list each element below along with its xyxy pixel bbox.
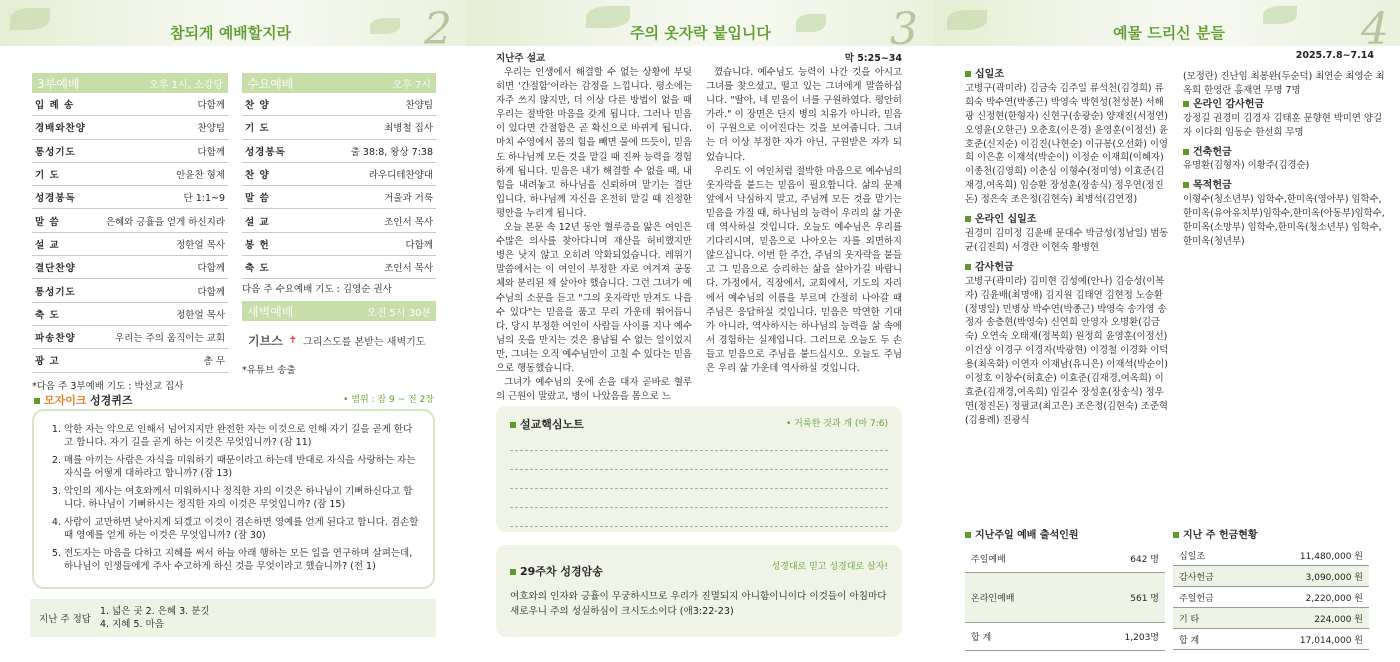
page-2 <box>0 0 466 662</box>
page-3 <box>466 0 933 662</box>
square-icon <box>965 532 971 538</box>
order-value: 조인서 목사 <box>384 216 433 228</box>
order-item: 파송찬양 <box>35 333 76 345</box>
order-value: 찬양팀 <box>405 100 433 112</box>
order-value: 우리는 주의 움직이는 교회 <box>114 333 225 345</box>
order-value: 은혜와 긍휼을 얻게 하신지라 <box>105 216 225 228</box>
square-icon <box>965 216 971 222</box>
sermon-header: 지난주 설교 막 5:25~34 <box>496 53 902 64</box>
order-value: 안윤찬 형제 <box>176 170 225 182</box>
page-number: 4 <box>1361 4 1389 55</box>
order-value: 조인서 목사 <box>384 263 433 275</box>
table-label: 감사헌금 <box>1179 572 1214 583</box>
offering-list-left <box>965 68 1171 428</box>
order-row <box>32 186 228 209</box>
square-icon <box>34 398 40 404</box>
offering-list-right: (모정란) 진난임 최봉완(두순덕) 최연순 최영순 최옥희 한영란 홍재연 무명 7명 온라인 감사헌금 강정길 권경미 김경자 김태훈 문향현 박미연 양길자 이다희 임동순 한선희 무명 건축헌금 유명환(김형자) 이황주(김경순) 목적헌금 이형수(청소년부) 임학수,한미옥(영아부) 임학수,한미옥(유아유치부)임학수,한미옥(아동부)임학수,한미옥(소망부) 임학수,한미옥(청소년부) 임학수,한미옥(청년부) <box>1183 70 1389 249</box>
table-row <box>965 573 1165 623</box>
order-row <box>242 186 436 209</box>
quiz-question: 4. 사람이 교만하면 낮아지게 되겠고 이것이 겸손하면 영예를 얻게 된다고 합니다. 겸손할 때 영예를 얻게 하는 이것은 무엇입니까? (잠 30) <box>64 516 419 542</box>
order-value: 다함께 <box>197 100 225 112</box>
order-value: 정한얼 목사 <box>176 239 225 251</box>
order-row <box>32 256 228 279</box>
table-label: 주일예배 <box>971 555 1006 565</box>
offering-category <box>1183 179 1389 193</box>
worship-3rd-note: *다음 주 3부예배 기도 : 박선교 집사 <box>32 380 184 392</box>
dawn-slogan: 그리스도를 본받는 새벽기도 <box>303 336 426 348</box>
cross-icon: ✝ <box>288 334 298 346</box>
square-icon <box>1173 532 1179 538</box>
order-value: 단 1:1~9 <box>183 193 225 205</box>
order-item: 통성기도 <box>35 146 76 158</box>
order-item: 말 씀 <box>35 216 60 228</box>
memory-verse: 여호와의 인자와 긍휼이 무궁하시므로 우리가 진멸되지 아니함이니이다 이것들이 아침마다 새로우니 주의 성실하심이 크시도소이다 (애3:22-23) <box>510 591 887 617</box>
table-row <box>1173 566 1369 587</box>
order-value: 다함께 <box>197 146 225 158</box>
page-title: 예물 드리신 분들 <box>1113 24 1225 42</box>
order-row <box>242 256 436 279</box>
dawn-header: 새벽예배 오전 5시 30분 <box>242 301 436 321</box>
square-icon <box>965 264 971 270</box>
table-value: 3,090,000 원 <box>1305 572 1363 583</box>
order-item: 기 도 <box>35 170 60 182</box>
offering-category-title: 온라인 감사헌금 <box>1193 98 1265 110</box>
order-row <box>32 349 228 372</box>
sermon-paragraph: 우리는 인생에서 해결할 수 없는 상황에 부딪히면 '간절함'이라는 감정을 느낍니다. 평소에는 자주 쓰지 않지만, 더 이상 다른 방법이 없을 때 우리는 절박한 마음을 갖게 됩니다. 그러나 믿음이 있다면 간절함은 곧 확신으로 바뀌게 됩니다. 마치 수영에서 몸의 힘을 빼면 물에 뜨듯이, 믿음도 하나님께 모든 것을 맡길 때 진짜 능력을 경험하게 됩니다. 믿음은 내가 해결할 수 없을 때, 내 힘을 내려놓고 하나님을 신뢰하며 맡기는 결단입니다. 하나님께 자신을 온전히 맡길 때 진정한 평안을 누리게 됩니다. <box>496 67 692 219</box>
table-row <box>1173 629 1369 650</box>
order-row <box>32 326 228 349</box>
order-value: 최병철 집사 <box>384 123 433 135</box>
square-icon <box>1183 182 1189 188</box>
order-row <box>242 209 436 232</box>
order-value: 다함께 <box>197 263 225 275</box>
table-label: 십일조 <box>1179 551 1206 562</box>
offering-date: 2025.7.8~7.14 <box>1295 50 1374 61</box>
order-row <box>32 303 228 326</box>
attendance-table: 지난주일 예배 출석인원 주일예배 642 명 온라인예배 561 명 합 계 1,203명 <box>965 526 1165 651</box>
quiz-header: 모자이크 성경퀴즈 • 범위 : 잠 9 ~ 전 2장 <box>34 392 434 408</box>
offering-names: 유명환(김형자) 이황주(김경순) <box>1183 160 1310 172</box>
memory-verse-box: 29주차 성경암송 성경대로 믿고 성경대로 살자! 여호와의 인자와 긍휼이 무궁하시므로 우리가 진멸되지 아니함이니이다 이것들이 아침마다 새로우니 주의 성실하심이 크시도소이다 (애3:22-23) <box>496 545 902 637</box>
order-row <box>242 116 436 139</box>
offering-category-title: 십일조 <box>975 69 1004 80</box>
offering-category-title: 건축헌금 <box>1193 146 1232 158</box>
quiz-box <box>32 409 435 589</box>
order-item: 성경봉독 <box>245 146 286 158</box>
sermon-column-2 <box>706 66 902 404</box>
table-label: 합 계 <box>1179 635 1200 646</box>
table-row <box>1173 587 1369 608</box>
quiz-question: 5. 전도자는 마음을 다하고 지혜를 써서 하늘 아래 행하는 모든 일을 연구하며 살펴는데, 하나님이 인생들에게 주사 수고하게 하신 것을 무엇이라고 했습니까? (전 1) <box>64 547 419 573</box>
dawn-note: *유튜브 송출 <box>242 365 296 377</box>
worship-3rd-header: 3부예배 오후 1시, 소강당 <box>32 73 228 93</box>
table-value: 17,014,000 원 <box>1299 635 1363 646</box>
offering-category <box>1183 146 1389 160</box>
order-value: 출 38:8, 왕상 7:38 <box>350 146 433 158</box>
order-row <box>242 93 436 116</box>
table-label: 온라인예배 <box>971 594 1015 604</box>
order-item: 축 도 <box>245 263 270 275</box>
leaf-decoration <box>796 14 826 32</box>
table-value: 2,220,000 원 <box>1305 593 1363 604</box>
page-title: 주의 옷자락 붙입니다 <box>630 24 771 42</box>
leaf-decoration <box>1263 6 1297 24</box>
offering-names: 이형수(청소년부) 임학수,한미옥(영아부) 임학수,한미옥(유아유치부)임학수,한미옥(아동부)임학수,한미옥(소망부) 임학수,한미옥(청소년부) 임학수,한미옥(청년부) <box>1183 194 1385 247</box>
order-row <box>32 233 228 256</box>
order-item: 입 례 송 <box>35 100 75 112</box>
quiz-question: 2. 매를 아끼는 사람은 자식을 미워하기 때문이라고 하는데 반대로 자식을 사랑하는 자는 자식을 어떻게 대하라고 합니까? (잠 13) <box>64 454 419 480</box>
sermon-note-box: 설교핵심노트 • 거룩한 것과 개 (마 7:6) <box>496 406 902 532</box>
worship-wed-rows <box>242 93 436 279</box>
order-item: 성경봉독 <box>35 193 76 205</box>
order-item: 축 도 <box>35 309 60 321</box>
table-row <box>1173 545 1369 566</box>
order-row <box>242 233 436 256</box>
table-value: 642 명 <box>1130 555 1159 565</box>
order-item: 경배와찬양 <box>35 123 86 135</box>
worship-3rd <box>32 73 228 392</box>
table-label: 기 타 <box>1179 614 1200 625</box>
leaf-decoration <box>947 10 987 30</box>
page-title: 참되게 예배할지라 <box>170 24 292 42</box>
leaf-decoration <box>586 6 630 28</box>
order-row <box>242 140 436 163</box>
square-icon <box>1183 101 1189 107</box>
quiz-range: • 범위 : 잠 9 ~ 전 2장 <box>343 395 434 405</box>
worship-3rd-rows <box>32 93 228 373</box>
table-row <box>965 623 1165 651</box>
order-item: 설 교 <box>245 216 270 228</box>
worship-wed-header: 수요예배 오후 7시 <box>242 73 436 93</box>
answer-values: 1. 넓은 곳 2. 은혜 3. 분깃 4. 지혜 5. 마음 <box>100 606 210 630</box>
table-label: 합 계 <box>971 633 992 643</box>
sermon-text <box>496 66 902 404</box>
leaf-decoration <box>370 18 400 34</box>
quiz-list <box>48 423 419 573</box>
quiz-question: 1. 악한 자는 악으로 인해서 넘어지지만 완전한 자는 이것으로 인해 자기 길을 곧게 한다고 합니다. 자기 길을 곧게 하는 이것은 무엇입니까? (잠 11) <box>64 423 419 449</box>
order-item: 봉 헌 <box>245 239 270 251</box>
offering-category-title: 목적헌금 <box>1193 180 1232 192</box>
order-row <box>32 140 228 163</box>
order-row <box>32 163 228 186</box>
order-value: 찬양팀 <box>197 123 225 135</box>
sermon-paragraph: 꼈습니다. 예수님도 능력이 나간 것을 아시고 그녀를 찾으셨고, 떨고 있는 그녀에게 말씀하십니다. "딸아, 네 믿음이 너를 구원하였다. 평안히 가라." 이 장면은 단지 병의 치유가 아니라, 믿음이 구원으로 이어진다는 것을 보여줍니다. 그녀는 더 이상 부정한 자가 아닌, 구원받은 자가 되었습니다. <box>706 67 902 163</box>
offering-category <box>1183 98 1389 112</box>
quiz-question: 3. 악인의 제사는 여호와께서 미워하시나 정직한 자의 이것은 하나님이 기뻐하신다고 합니다. 하나님이 기뻐하시는 정직한 자의 이것은 무엇입니까? (잠 15) <box>64 485 419 511</box>
offering-names: 고병구(곽미라) 김미현 김성예(안나) 김승성(이복자) 김윤배(최명애) 김지원 김태연 김현정 노승환(정명일) 민병상 박수연(박종근) 박영숙 송가영 송정자 송층현(박영숙) 신연희 안영자 오명환(김금숙) 오연숙 오태재(정복희) 원정희 윤영훈(이정선) 이건상 이경구 이경자(박광현) 이경철 이경화 이덕용(최옥화) 이연자 이재남(유니은) 이재석(박순이) 이정호 이창수(허효순) 이효준(김재경,여옥희) 이효준(김재경,여옥희) 임길수 장성훈(장송식) 정우연(정진돈) 정필교(최고은) 조은정(김현숙) 조준혁(김용례) 진광식 <box>965 275 1169 426</box>
dawn-logo-text: 기브스 <box>248 333 283 348</box>
offering-names: 강정길 권경미 김경자 김태훈 문향현 박미연 양길자 이다희 임동순 한선희 무명 <box>1183 112 1383 138</box>
table-value: 1,203명 <box>1124 633 1159 643</box>
sermon-paragraph: 오늘 본문 속 12년 동안 혈루증을 앓은 여인은 수많은 의사를 찾아다니며 재산을 허비했지만 병은 낫지 않고 오히려 악화되었습니다. 레위기 말씀에서는 이 여인이 부정한 자로 여겨져 공동체와 분리된 채 살아야 했습니다. 그런 그녀가 예수님의 소문을 듣고 "그의 옷자락만 만져도 나을 수 있다"는 믿음을 품고 무리 가운데 뛰어듭니다. 당시 부정한 여인이 사람들 사이를 지나 예수님의 옷을 만지는 것은 용납될 수 없는 일이었지만, 그녀는 오직 예수님만이 고칠 수 있다는 믿음으로 행동했습니다. <box>496 222 692 374</box>
order-item: 찬 양 <box>245 170 270 182</box>
order-value: 거울과 거룩 <box>384 193 433 205</box>
order-value: 다함께 <box>197 286 225 298</box>
offering-names: 권경미 김미정 김윤배 문대수 박금성(정남일) 범동균(김진희) 서경란 이현숙 황병현 <box>965 227 1169 253</box>
offering-category <box>965 261 1171 275</box>
order-item: 설 교 <box>35 239 60 251</box>
order-item: 찬 양 <box>245 100 270 112</box>
offering-category-title: 온라인 십일조 <box>975 214 1037 226</box>
table-value: 224,000 원 <box>1314 614 1363 625</box>
table-value: 11,480,000 원 <box>1299 551 1363 562</box>
sermon-paragraph: 우리도 이 여인처럼 절박한 마음으로 예수님의 옷자락을 붙드는 믿음이 필요합니다. 삶의 문제 앞에서 낙심하지 말고, 주님께 모든 것을 맡기는 믿음을 가질 때, 하나님의 능력이 우리의 삶 가운데 역사하실 것입니다. 오늘도 예수님은 우리를 기다리시며, 믿음으로 나아오는 자를 외면하지 않으십니다. 이번 한 주간, 주님의 옷자락을 붙들고 그 믿음으로 승리하는 삶을 살아가길 바랍니다. 가정에서, 직장에서, 교회에서, 기도의 자리에서 예수님의 이름을 부르며 간절히 나아갈 때 주님은 응답하실 것입니다. 믿음은 막연한 기대가 아니라, 역사하시는 하나님의 능력을 삶 속에서 경험하는 실제입니다. 그러므로 오늘도 두 손 들고 믿음으로 주님을 붙드십시오. 오늘도 주님은 우리 삶 가운데 역사하실 것입니다. <box>706 165 902 374</box>
order-item: 말 씀 <box>245 193 270 205</box>
order-value: 다함께 <box>405 239 433 251</box>
order-row <box>242 163 436 186</box>
page-number: 3 <box>890 4 918 55</box>
order-item: 광 고 <box>35 356 60 368</box>
order-row <box>32 209 228 232</box>
square-icon <box>510 569 516 575</box>
offering-category <box>965 213 1171 227</box>
leaf-decoration <box>10 8 50 30</box>
table-row <box>965 545 1165 573</box>
worship-wed <box>242 73 436 376</box>
offering-names: 고병구(곽미라) 김금숙 김주일 류석천(김경희) 류희숙 박수연(박종근) 박영숙 박현성(천성분) 서해광 신정현(한형자) 신현구(송광순) 양재진(서정연) 오영윤(오한근) 오춘호(이은경) 윤영훈(이정선) 윤호준(신지순) 이김진(나현순) 이규봉(오선화) 이영희 이은훈 이재석(박순이) 이정순 이재희(이혜자) 이종천(김영희) 이춘심 이형수(정미영) 이효준(김재경,여옥희) 임승환 장성훈(장송식) 정우연(정진돈) 정은숙 조은정(김현숙) 최병석(김연정) <box>965 82 1168 206</box>
order-item: 통성기도 <box>35 286 76 298</box>
order-value: 정한얼 목사 <box>176 309 225 321</box>
dawn-logo <box>242 321 436 359</box>
order-item: 결단찬양 <box>35 263 76 275</box>
offering-category-title: 감사헌금 <box>975 261 1014 273</box>
table-value: 561 명 <box>1130 594 1159 604</box>
order-row <box>32 279 228 302</box>
table-label: 주일헌금 <box>1179 593 1214 604</box>
offering-category <box>965 68 1171 82</box>
answer-box <box>30 599 436 637</box>
worship-wed-note: 다음 주 수요예배 기도 : 김영순 권사 <box>242 284 392 296</box>
page-number: 2 <box>424 4 452 55</box>
square-icon <box>965 71 971 77</box>
order-value: 라우디테찬양대 <box>368 170 433 182</box>
sermon-column-1 <box>496 66 692 404</box>
answer-label: 지난 주 정답 <box>39 614 91 625</box>
square-icon <box>510 422 516 428</box>
order-row <box>32 116 228 139</box>
offering-table: 지난 주 헌금현황 십일조 11,480,000 원 감사헌금 3,090,000 원 주일헌금 2,220,000 원 기 타 224,000 원 합 계 17,014,000 원 <box>1173 526 1369 650</box>
order-row <box>32 93 228 116</box>
order-item: 기 도 <box>245 123 270 135</box>
order-value: 총 무 <box>203 356 225 368</box>
sermon-paragraph: 그녀가 예수님의 옷에 손을 대자 곧바로 혈루의 근원이 말랐고, 병이 나았음을 몸으로 느 <box>496 377 692 403</box>
square-icon <box>1183 149 1189 155</box>
page-4 <box>933 0 1400 662</box>
table-row <box>1173 608 1369 629</box>
